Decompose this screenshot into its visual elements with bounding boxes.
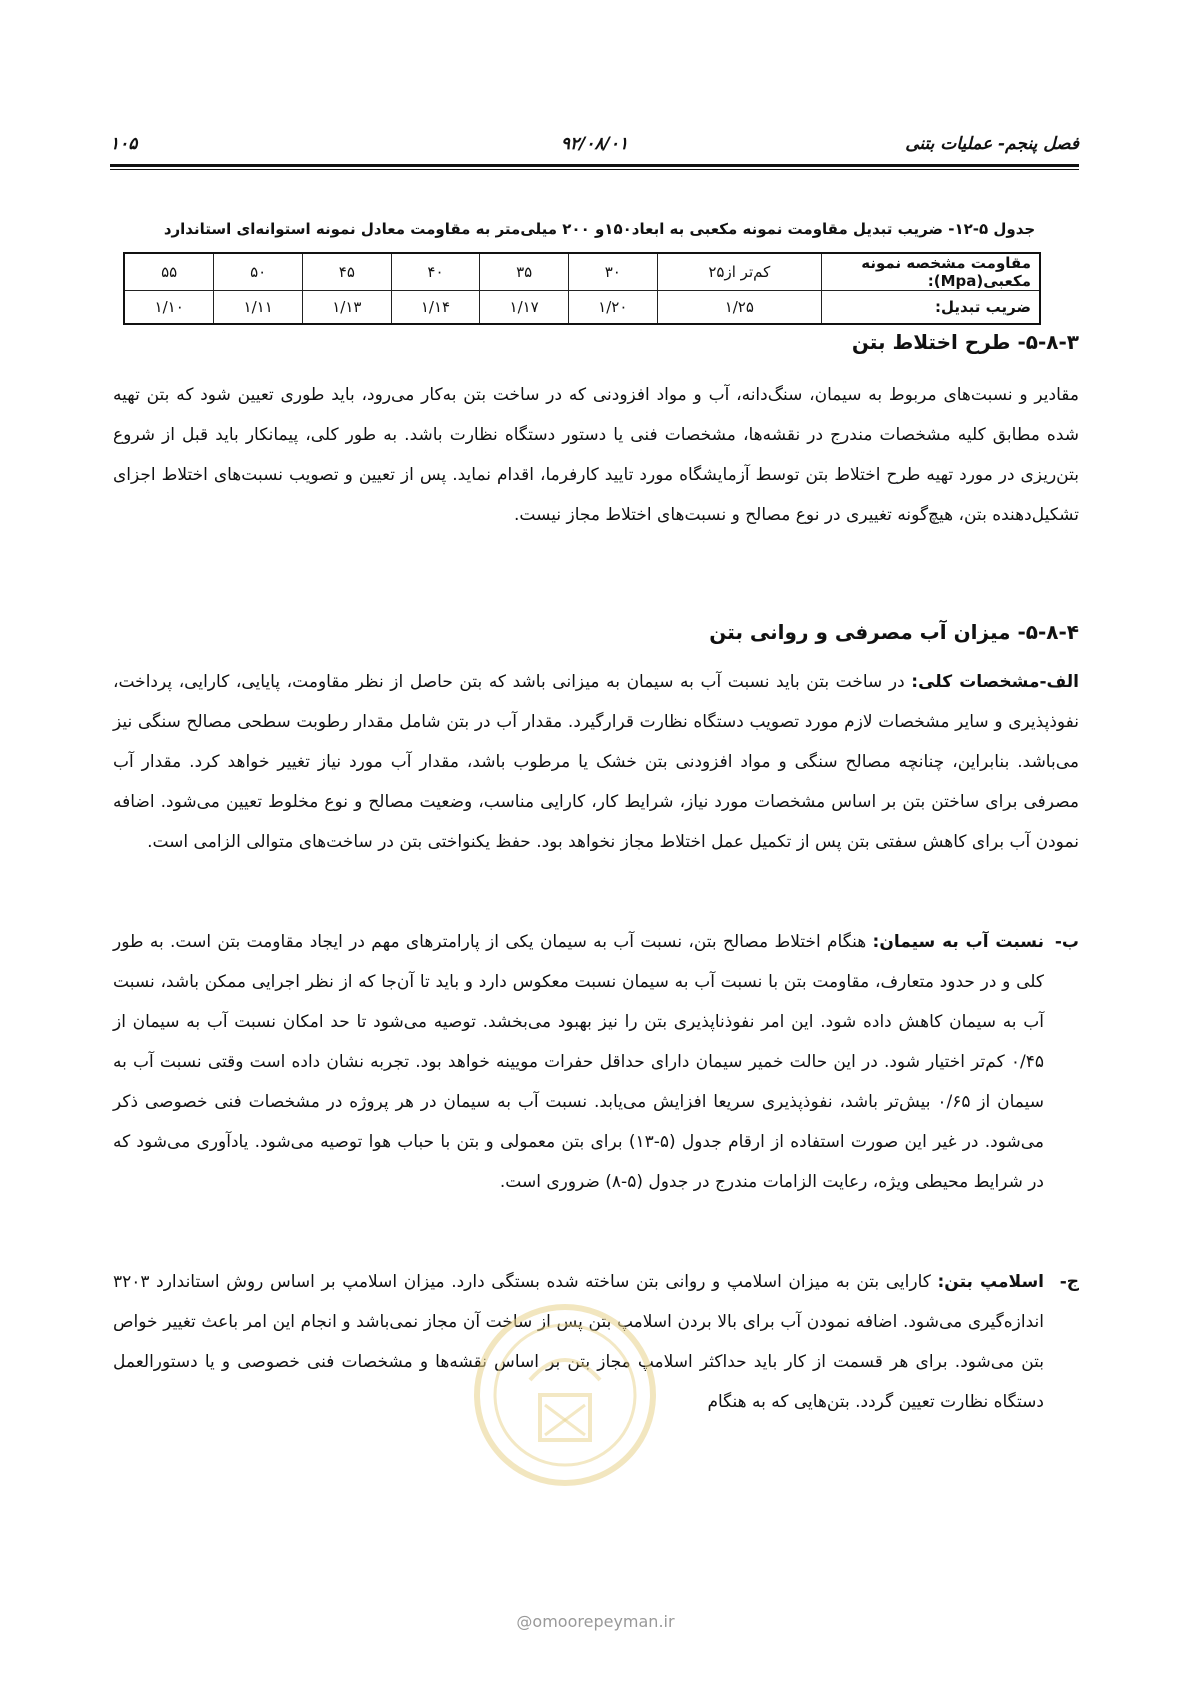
header-date: ۹۲/۰۸/۰۱ — [560, 134, 629, 154]
row-label-factor: ضریب تبدیل: — [822, 291, 1041, 325]
conversion-table — [123, 252, 1041, 325]
section-title-water: ۵-۸-۴- میزان آب مصرفی و روانی بتن — [709, 620, 1079, 644]
row-label-strength: مقاومت مشخصه نمونه مکعبی(Mpa): — [822, 253, 1041, 291]
table-cell: ۵۰ — [214, 253, 303, 291]
page-header — [110, 128, 1079, 164]
table-cell: ۳۰ — [568, 253, 657, 291]
table-cell: ۴۰ — [391, 253, 480, 291]
table-cell: ۵۵ — [124, 253, 214, 291]
chapter-title: فصل پنجم- عملیات بتنی — [905, 134, 1079, 154]
table-caption: جدول ۵-۱۲- ضریب تبدیل مقاومت نمونه مکعبی به ابعاد۱۵۰و ۲۰۰ میلی‌متر به مقاومت معادل نمونه استوانه‌ای استاندارد — [163, 220, 1036, 238]
table-row — [124, 253, 1040, 291]
table-cell: ۱/۱۴ — [391, 291, 480, 325]
table-cell: ۴۵ — [303, 253, 392, 291]
watermark-site: @omoorepeyman.ir — [516, 1612, 675, 1631]
table-cell: ۱/۱۳ — [303, 291, 392, 325]
item-text: در ساخت بتن باید نسبت آب به سیمان به میزانی باشد که بتن حاصل از نظر مقاومت، پایایی، کارایی، پرداخت، نفوذپذیری و سایر مشخصات لازم مورد تصویب دستگاه نظارت قرارگیرد. مقدار آب در بتن شامل مقدار رطوبت سطحی مصالح سنگی نیز می‌باشد. بنابراین، چنانچه مصالح سنگی و مواد افزودنی بتن خشک یا مرطوب باشد، مقدار آب مورد نیاز تغییر خواهد کرد. مقدار آب مصرفی برای ساختن بتن بر اساس مشخصات مورد نیاز، شرایط کار، کارایی مناسب، وضعیت مصالح و نوع مخلوط تعیین می‌شود. اضافه نمودن آب برای کاهش سفتی بتن پس از تکمیل عمل اختلاط مجاز نخواهد بود. حفظ یکنواختی بتن در ساخت‌های متوالی الزامی است. — [113, 672, 1079, 852]
page-number: ۱۰۵ — [110, 134, 138, 154]
item-marker: ج- — [1059, 1272, 1079, 1292]
table-row — [124, 291, 1040, 325]
table-cell: ۱/۱۱ — [214, 291, 303, 325]
section-mix-paragraph: مقادیر و نسبت‌های مربوط به سیمان، سنگ‌دانه، آب و مواد افزودنی که در ساخت بتن به‌کار می‌رود، باید طوری تعیین شود که بتن تهیه شده مطابق کلیه مشخصات مندرج در نقشه‌ها، مشخصات فنی یا دستور دستگاه نظارت باشد. به طور کلی، پیمانکار باید قبل از شروع بتن‌ریزی در مورد تهیه طرح اختلاط بتن توسط آزمایشگاه مورد تایید کارفرما، اقدام نماید. پس از تعیین و تصویب نسبت‌های اختلاط اجزای تشکیل‌دهنده بتن، هیچ‌گونه تغییری در نوع مصالح و نسبت‌های اختلاط مجاز نیست. — [113, 385, 1079, 525]
item-general — [113, 662, 1079, 862]
item-lead: اسلامپ بتن: — [937, 1272, 1044, 1292]
item-lead: نسبت آب به سیمان: — [872, 932, 1044, 952]
table-cell: ۳۵ — [480, 253, 569, 291]
item-water-cement-ratio — [113, 922, 1079, 1202]
item-text: هنگام اختلاط مصالح بتن، نسبت آب به سیمان یکی از پارامترهای مهم در ایجاد مقاومت بتن است. به طور کلی و در حدود متعارف، مقاومت بتن با نسبت آب به سیمان نسبت معکوس دارد و باید تا آن‌جا که از نظر اجرایی ممکن باشد، نسبت آب به سیمان کاهش داده شود. این امر نفوذناپذیری بتن را نیز بهبود می‌بخشد. توصیه می‌شود تا حد امکان نسبت آب به سیمان از ۰/۴۵ کم‌تر اختیار شود. در این حالت خمیر سیمان دارای حداقل حفرات مویینه خواهد بود. تجربه نشان داده است وقتی نسبت آب به سیمان از ۰/۶۵ بیش‌تر باشد، نفوذپذیری سریعا افزایش می‌یابد. نسبت آب به سیمان در هر پروژه در مشخصات فنی خصوصی ذکر می‌شود. در غیر این صورت استفاده از ارقام جدول (۵-۱۳) برای بتن معمولی و بتن با حباب هوا توصیه می‌شود. یادآوری می‌شود که در شرایط محیطی ویژه، رعایت الزامات مندرج در جدول (۵-۸) ضروری است. — [113, 932, 1044, 1192]
item-marker: ب- — [1054, 932, 1079, 952]
table-cell: کم‌تر از۲۵ — [657, 253, 821, 291]
table-cell: ۱/۱۰ — [124, 291, 214, 325]
section-title-mix: ۵-۸-۳- طرح اختلاط بتن — [851, 330, 1079, 354]
item-lead: الف-مشخصات کلی: — [911, 672, 1080, 692]
watermark-seal-icon — [470, 1300, 660, 1490]
table-cell: ۱/۱۷ — [480, 291, 569, 325]
header-divider — [110, 164, 1079, 170]
table-cell: ۱/۲۰ — [568, 291, 657, 325]
item-text: کارایی بتن به میزان اسلامپ و روانی بتن ساخته شده بستگی دارد. میزان اسلامپ بر اساس روش استاندارد ۳۲۰۳ اندازه‌گیری می‌شود. اضافه نمودن آب برای بالا بردن اسلامپ بتن پس از ساخت آن مجاز نمی‌باشد و انجام این امر باعث تغییر خواص بتن می‌شود. برای هر قسمت از کار باید حداکثر اسلامپ مجاز بتن بر اساس نقشه‌ها و مشخصات فنی خصوصی و یا دستورالعمل دستگاه نظارت تعیین گردد. بتن‌هایی که به هنگام — [113, 1272, 1044, 1412]
table-cell: ۱/۲۵ — [657, 291, 821, 325]
